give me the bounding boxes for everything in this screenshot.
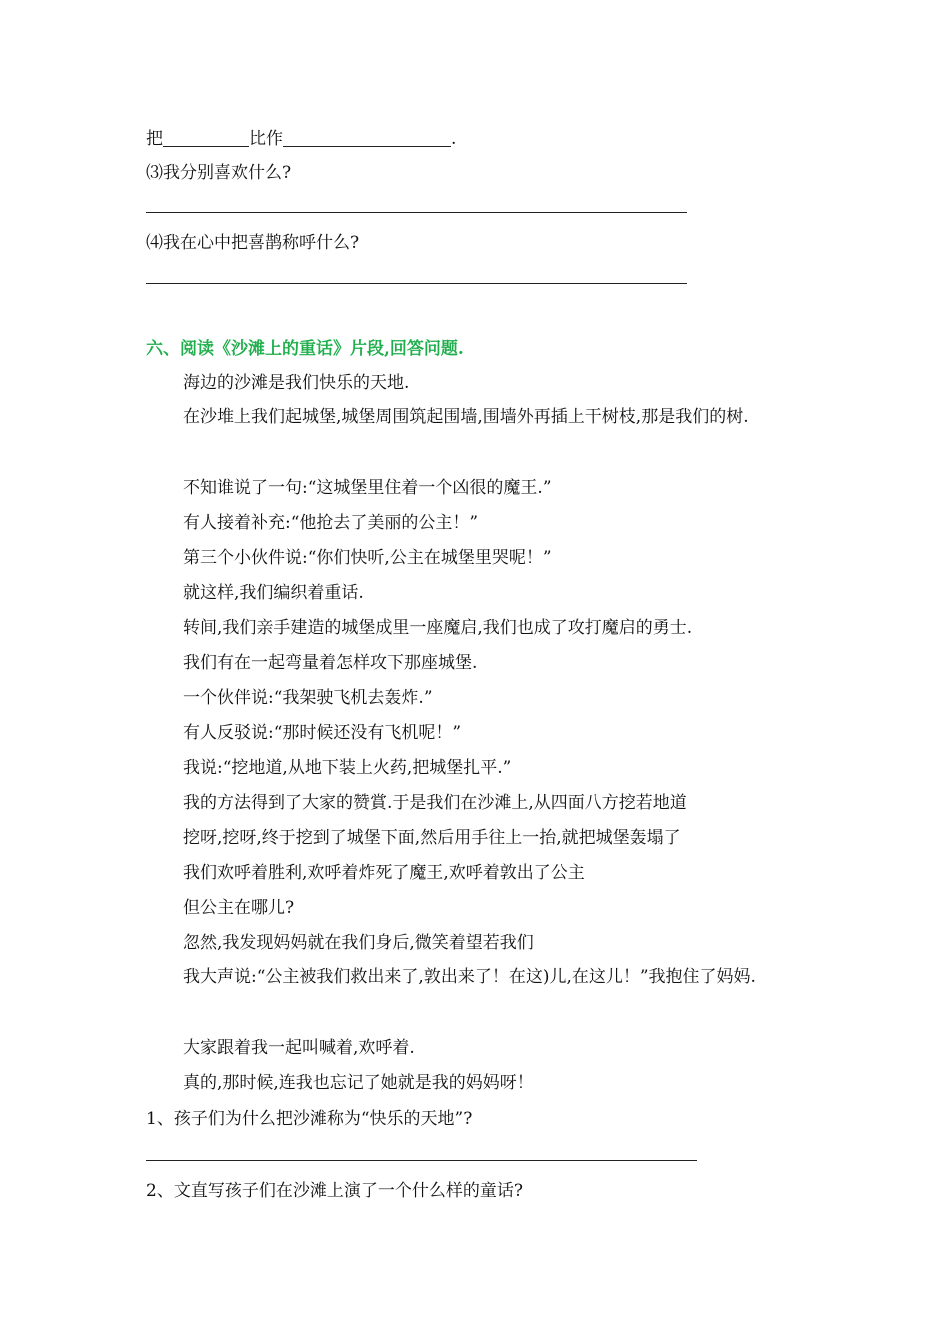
section-heading: 六、阅读《沙滩上的重话》片段,回答问题. [146, 339, 464, 359]
question: ⑷我在心中把喜鹊称呼什么? [146, 233, 360, 253]
intro-prefix: 把 [146, 129, 163, 149]
question: 2、文直写孩子们在沙滩上演了一个什么样的童话? [146, 1181, 523, 1201]
passage-paragraph: 忽然,我发现妈妈就在我们身后,微笑着望若我们 [183, 933, 534, 953]
passage-paragraph: 转间,我们亲手建造的城堡成里一座魔启,我们也成了攻打魔启的勇士. [183, 618, 693, 638]
passage-paragraph: 第三个小伙件说:“你们快听,公主在城堡里哭呢！” [183, 548, 552, 568]
answer-line[interactable] [146, 283, 687, 284]
passage-paragraph: 我大声说:“公主被我们救出来了,敦出来了！在这)儿,在这儿！”我抱住了妈妈. [183, 967, 756, 987]
answer-line[interactable] [146, 1160, 697, 1161]
answer-line[interactable] [146, 212, 687, 213]
passage-paragraph: 我们欢呼着胜利,欢呼着炸死了魔王,欢呼着敦出了公主 [183, 863, 585, 883]
passage-paragraph: 我说:“挖地道,从地下装上火药,把城堡扎平.” [183, 758, 512, 778]
passage-paragraph: 真的,那时候,连我也忘记了她就是我的妈妈呀！ [183, 1073, 534, 1093]
intro-middle: 比作 [249, 129, 283, 149]
passage-paragraph: 我们有在一起弯量着怎样攻下那座城堡. [183, 653, 478, 673]
passage-paragraph: 大家跟着我一起叫喊着,欢呼着. [183, 1038, 415, 1058]
passage-paragraph: 有人接着补充:“他抢去了美丽的公主！” [183, 513, 479, 533]
intro-suffix: . [451, 129, 457, 149]
passage-paragraph: 挖呀,挖呀,终于挖到了城堡下面,然后用手往上一抬,就把城堡轰塌了 [183, 828, 681, 848]
passage-paragraph: 就这样,我们编织着重话. [183, 583, 364, 603]
passage-paragraph: 一个伙伴说:“我架驶飞机去轰炸.” [183, 688, 433, 708]
question: ⑶我分别喜欢什么? [146, 163, 292, 183]
question: 1、孩子们为什么把沙滩称为“快乐的天地”? [146, 1109, 473, 1129]
passage-paragraph: 但公主在哪儿? [183, 898, 295, 918]
answer-blank[interactable] [163, 128, 249, 147]
passage-paragraph: 我的方法得到了大家的赞賞.于是我们在沙滩上,从四面八方挖若地道 [183, 793, 687, 813]
passage-paragraph: 不知谁说了一句:“这城堡里住着一个凶很的魔王.” [183, 478, 552, 498]
passage-paragraph: 海边的沙滩是我们快乐的天地. [183, 373, 410, 393]
passage-paragraph: 在沙堆上我们起城堡,城堡周围筑起围墙,围墙外再插上干树枝,那是我们的树. [183, 407, 749, 427]
passage-paragraph: 有人反驳说:“那时候还没有飞机呢！” [183, 723, 462, 743]
fill-in-line [146, 128, 456, 150]
answer-blank[interactable] [283, 128, 451, 147]
